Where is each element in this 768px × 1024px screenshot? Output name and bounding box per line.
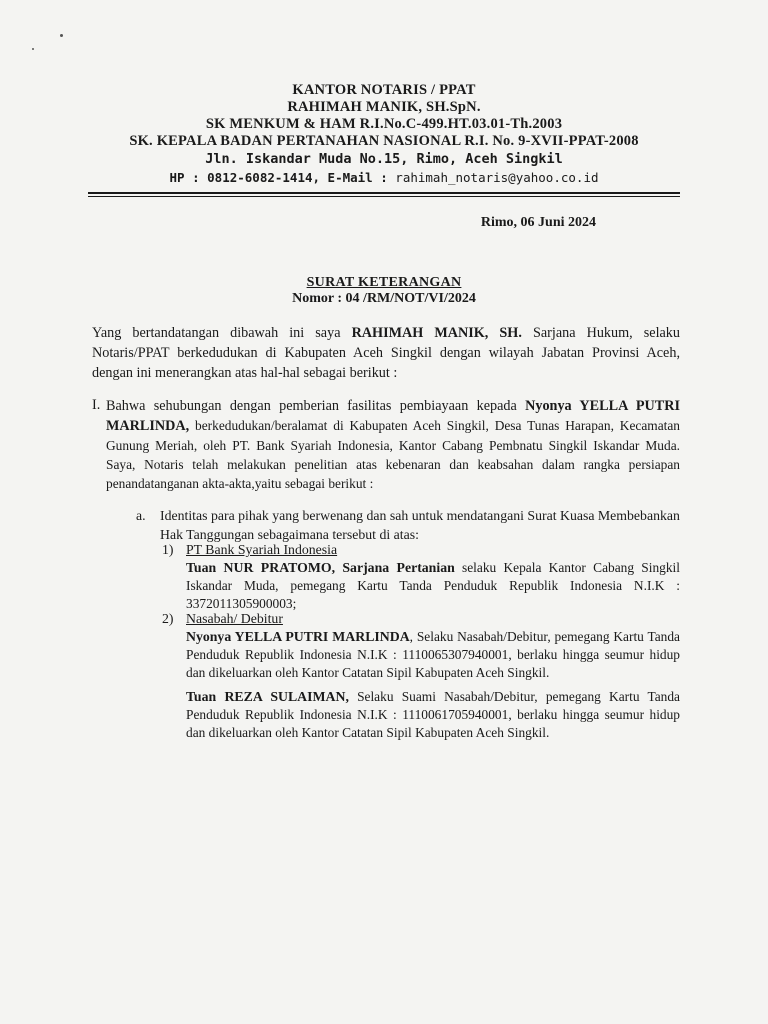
item-number: 1): [162, 542, 174, 557]
signer-name: RAHIMAH MANIK, SH.: [351, 325, 522, 341]
document-title: SURAT KETERANGAN: [306, 275, 462, 290]
item-heading: PT Bank Syariah Indonesia: [186, 542, 338, 557]
list-item: [162, 610, 680, 742]
letter-date: Rimo, 06 Juni 2024: [480, 215, 596, 230]
letterhead-rule: [88, 192, 680, 194]
person-name-2: Tuan REZA SULAIMAN,: [186, 689, 349, 704]
item-text-2: Selaku Suami Nasabah/Debitur, pemegang Kartu Tanda Penduduk Republik Indonesia N.I.K : 1110061705940001, berlaku hingga seumur hidup dan dikeluarkan oleh Kantor Catatan Sipil Kabupaten Aceh Singkil.: [186, 689, 680, 740]
item-text: , Selaku Nasabah/Debitur, pemegang Kartu Tanda Penduduk Republik Indonesia N.I.K : 1110065307940001, berlaku hingga seumur hidup dan dikeluarkan oleh Kantor Catatan Sipil Kabupaten Aceh Singkil.: [186, 629, 680, 680]
intro-text-2: Sarjana Hukum, selaku Notaris/PPAT berkedudukan di Kabupaten Aceh Singkil dengan wilayah Jabatan Provinsi Aceh, dengan ini menerangkan atas hal-hal sebagai berikut :: [92, 325, 680, 381]
letterhead: [88, 82, 680, 187]
hp-number: 0812-6082-1414: [207, 170, 313, 185]
subsection-a-text: Identitas para pihak yang berwenang dan sah untuk mendatangani Surat Kuasa Membebankan Hak Tanggungan sebagaimana tersebut di atas:: [160, 508, 680, 542]
sk-bpn: SK. KEPALA BADAN PERTANAHAN NASIONAL R.I. No. 9-XVII-PPAT-2008: [129, 133, 639, 149]
section-1-text: berkedudukan/beralamat di Kabupaten Aceh Singkil, Desa Tunas Harapan, Kecamatan Gunung Meriah, oleh PT. Bank Syariah Indonesia, Kantor Cabang Pembnatu Singkil Iskandar Muda. Saya, Notaris telah melakukan penelitian atas kebenaran dan keabsahan dalam rangka persiapan penandatanganan akta-akta,yaitu sebagai berikut :: [106, 418, 680, 491]
person-name: Nyonya YELLA PUTRI MARLINDA: [186, 629, 410, 644]
item-paragraph: [186, 628, 680, 682]
contact-line: [88, 169, 680, 187]
subsection-a: [136, 506, 680, 544]
document-number: Nomor : 04 /RM/NOT/VI/2024: [292, 291, 476, 306]
section-1-lead: Bahwa sehubungan dengan pemberian fasilitas pembiayaan kepada: [106, 398, 526, 414]
scan-speck: [60, 34, 63, 37]
notary-name: RAHIMAH MANIK, SH.SpN.: [287, 99, 481, 115]
email-label: , E-Mail :: [312, 170, 396, 185]
office-address: Jln. Iskandar Muda No.15, Rimo, Aceh Singkil: [205, 151, 563, 167]
scan-speck: [32, 48, 34, 50]
section-1-body: [106, 396, 680, 493]
item-heading: Nasabah/ Debitur: [186, 611, 283, 626]
list-item: [162, 541, 680, 613]
section-1-marker: I.: [92, 397, 101, 413]
person-name: Tuan NUR PRATOMO, Sarjana Pertanian: [186, 560, 455, 575]
item-paragraph-2: [186, 688, 680, 742]
client-name: Nyonya YELLA PUTRI MARLINDA,: [106, 398, 680, 434]
item-number: 2): [162, 611, 174, 626]
document-title-block: [88, 275, 680, 307]
hp-label: HP :: [169, 170, 208, 185]
office-name: KANTOR NOTARIS / PPAT: [292, 82, 476, 98]
section-1: [92, 396, 680, 493]
letterhead-rule-thin: [88, 196, 680, 197]
sk-menkum: SK MENKUM & HAM R.I.No.C-499.HT.03.01-Th.2003: [205, 116, 563, 132]
item-text: selaku Kepala Kantor Cabang Singkil Iskandar Muda, pemegang Kartu Tanda Penduduk Republik Indonesia N.I.K : 3372011305900003;: [186, 560, 680, 611]
intro-paragraph: [92, 323, 680, 383]
subsection-a-marker: a.: [136, 508, 146, 523]
intro-text-1: Yang bertandatangan dibawah ini saya: [92, 325, 352, 341]
email-address: rahimah_notaris@yahoo.co.id: [395, 170, 599, 185]
item-paragraph: [186, 559, 680, 613]
